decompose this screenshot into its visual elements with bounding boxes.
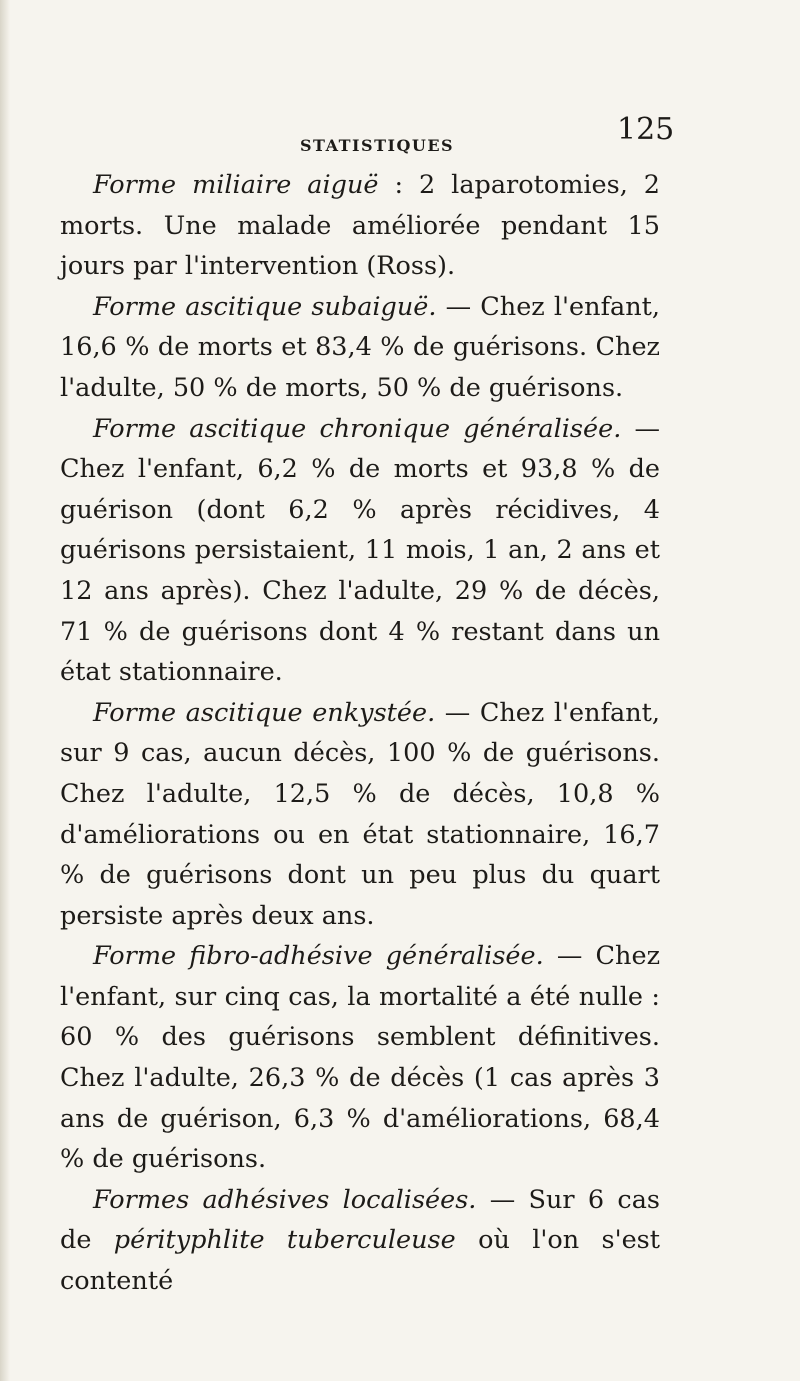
paragraph-subaigue	[60, 287, 660, 409]
paragraph-enkystee	[60, 693, 660, 937]
paragraph-text: — Sur 6 cas de	[60, 1184, 660, 1256]
paragraph-chronique	[60, 409, 660, 693]
section-title: Forme ascitique chronique généralisée.	[93, 413, 622, 444]
paragraph-adhesives-localisees	[60, 1180, 660, 1302]
paragraph-fibro-adhesive	[60, 936, 660, 1180]
paragraph-text: — Chez l'enfant, 16,6 % de morts et 83,4 % de guérisons. Chez l'adulte, 50 % de morts, 50 % de guérisons.	[60, 291, 660, 403]
paragraph-text: — Chez l'enfant, 6,2 % de morts et 93,8 % de guérison (dont 6,2 % après récidives, 4 guérisons persistaient, 11 mois, 1 an, 2 ans et 12 ans après). Chez l'adulte, 29 % de décès, 71 % de guérisons dont 4 % restant dans un état stationnaire.	[60, 413, 660, 688]
inline-term: pérityphlite tuberculeuse	[113, 1225, 456, 1256]
section-title: Forme miliaire aiguë	[93, 170, 379, 200]
section-title: Formes adhésives localisées.	[93, 1184, 477, 1215]
section-title: Forme fibro-adhésive généralisée.	[93, 941, 544, 972]
paragraph-text: — Chez l'enfant, sur 9 cas, aucun décès, 100 % de guérisons. Chez l'adulte, 12,5 % de décès, 10,8 % d'améliorations ou en état stationnaire, 16,7 % de guérisons dont un peu plus du quart persiste après deux ans.	[60, 697, 660, 931]
running-title: STATISTIQUES	[300, 136, 455, 155]
section-title: Forme ascitique enkystée.	[93, 697, 436, 728]
page-body	[60, 165, 660, 1302]
paragraph-text: — Chez l'enfant, sur cinq cas, la mortalité a été nulle : 60 % des guérisons semblent définitives. Chez l'adulte, 26,3 % de décès (1 cas après 3 ans de guérison, 6,3 % d'améliorations, 68,4 % de guérisons.	[60, 941, 660, 1175]
paragraph-miliaire	[60, 165, 660, 287]
section-title: Forme ascitique subaiguë.	[93, 291, 437, 322]
paragraph-text-end: où l'on s'est contenté	[60, 1225, 660, 1297]
page-number: 125	[617, 112, 675, 147]
paragraph-text: : 2 laparotomies, 2 morts. Une malade améliorée pendant 15 jours par l'intervention (Ross).	[60, 170, 660, 282]
